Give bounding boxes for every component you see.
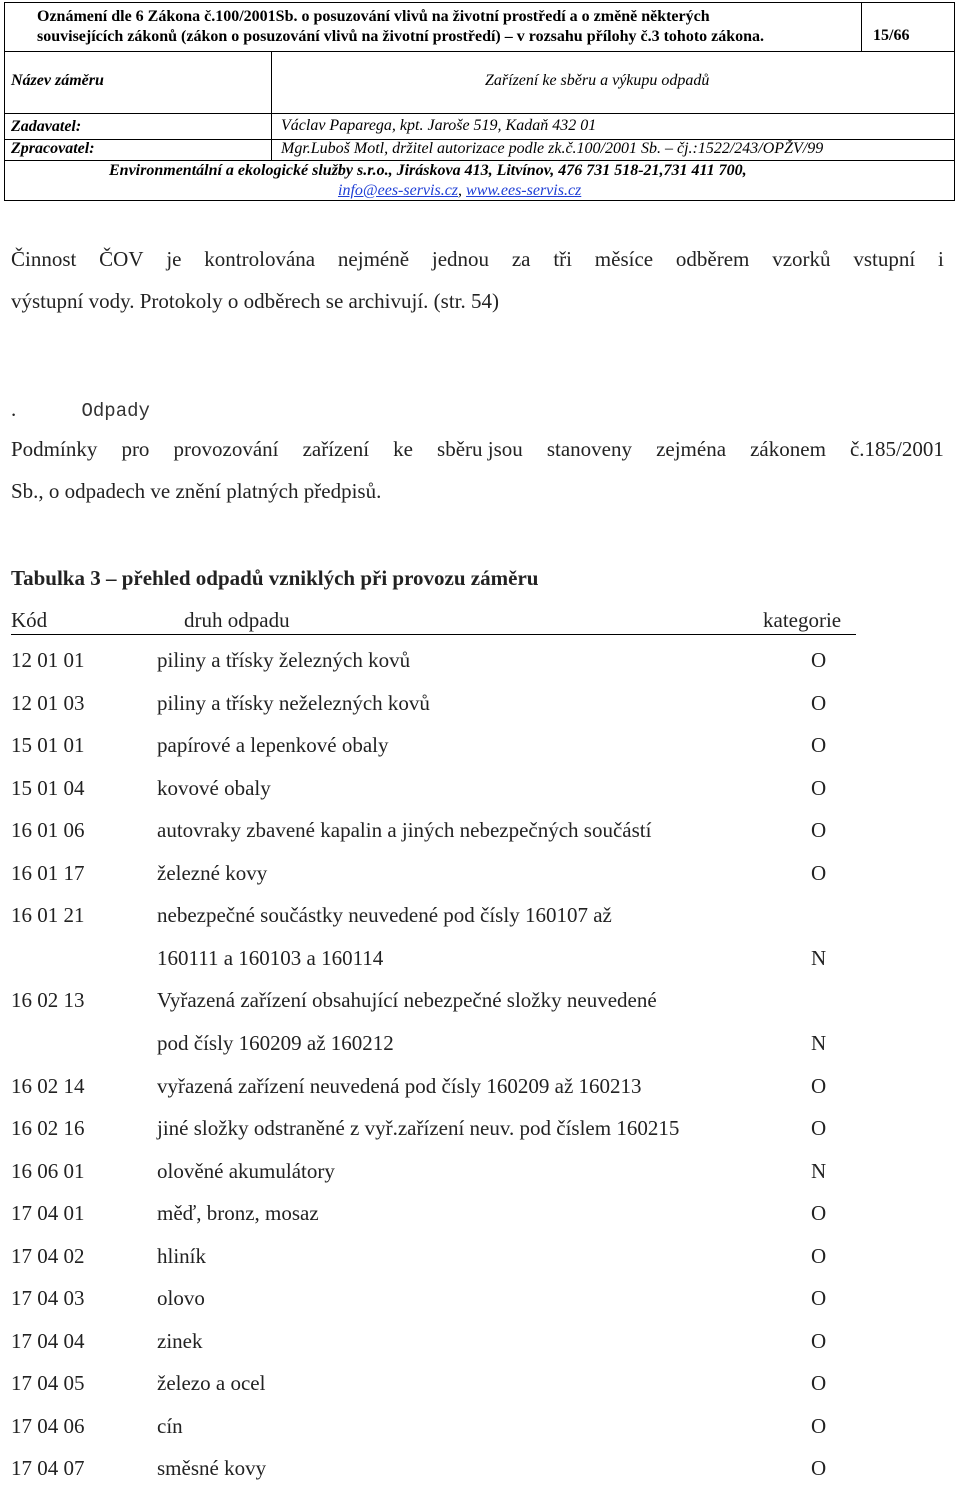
waste-name: pod čísly 160209 až 160212 — [157, 1030, 394, 1055]
waste-code: 12 01 01 — [11, 648, 85, 672]
header-divider — [5, 113, 954, 114]
waste-code: 16 02 16 — [11, 1116, 85, 1141]
waste-category: O — [811, 1286, 827, 1311]
waste-code: 16 02 13 — [11, 988, 85, 1013]
waste-name: olověné akumulátory — [157, 1158, 335, 1183]
waste-code: 16 01 06 — [11, 818, 85, 843]
contact-links — [338, 182, 581, 200]
waste-name: 160111 a 160103 a 160114 — [157, 945, 384, 970]
paragraph-word: ČOV — [99, 247, 144, 271]
author-value: Mgr.Luboš Motl, držitel autorizace podle zk.č.100/2001 Sb. – čj.:1522/243/OPŽV/99 — [281, 140, 824, 157]
link-separator: , — [458, 182, 467, 199]
waste-code: 17 04 06 — [11, 1413, 85, 1438]
waste-category: O — [811, 1243, 827, 1268]
waste-code: 17 04 07 — [11, 1456, 85, 1481]
paragraph-word: sběru jsou — [437, 437, 523, 461]
page-number: 15/66 — [873, 27, 910, 44]
column-header-code: Kód — [11, 608, 48, 632]
company-contact: Environmentální a ekologické služby s.r.o., Jiráskova 413, Litvínov, 476 731 518-21,731 411 700, — [109, 162, 747, 179]
waste-name: nebezpečné součástky neuvedené pod čísly 160107 až — [157, 903, 612, 928]
waste-name: autovraky zbavené kapalin a jiných nebezpečných součástí — [157, 818, 652, 843]
waste-code: 15 01 01 — [11, 733, 85, 758]
paragraph-word: Činnost — [11, 247, 77, 271]
paragraph-word: i — [938, 247, 944, 271]
waste-category: O — [811, 690, 827, 715]
header-divider — [271, 51, 272, 160]
waste-category: N — [811, 1030, 827, 1055]
waste-category: N — [811, 1158, 827, 1183]
legal-notice-line: Oznámení dle 6 Zákona č.100/2001Sb. o posuzování vlivů na životní prostředí a o změně některých — [37, 8, 710, 25]
waste-name: hliník — [157, 1243, 207, 1268]
waste-code: 17 04 01 — [11, 1201, 85, 1226]
project-label: Název záměru — [11, 72, 104, 89]
waste-name: vyřazená zařízení neuvedená pod čísly 160209 až 160213 — [157, 1073, 642, 1098]
paragraph-line — [11, 289, 499, 314]
waste-category: O — [811, 860, 827, 885]
client-label: Zadavatel: — [11, 118, 82, 135]
paragraph-word: provozování — [173, 437, 279, 461]
waste-name: zinek — [157, 1328, 203, 1353]
paragraph-line — [11, 437, 944, 462]
waste-code: 17 04 03 — [11, 1286, 85, 1311]
section-title: Odpady — [81, 400, 150, 422]
paragraph-word: vstupní — [853, 247, 916, 271]
paragraph-word: odběrem — [675, 247, 750, 271]
table-caption: Tabulka 3 – přehled odpadů vzniklých při provozu záměru — [11, 566, 539, 590]
waste-category: O — [811, 1371, 827, 1396]
waste-code: 16 01 21 — [11, 903, 85, 928]
waste-name: železo a ocel — [157, 1371, 266, 1396]
waste-code: 16 01 17 — [11, 860, 85, 885]
paragraph-word: pro — [121, 437, 150, 461]
paragraph-line: Sb., o odpadech ve znění platných předpisů. — [11, 479, 382, 503]
client-value: Václav Paparega, kpt. Jaroše 519, Kadaň 432 01 — [281, 117, 597, 134]
waste-code: 17 04 05 — [11, 1371, 85, 1396]
paragraph-word: jednou — [431, 247, 490, 271]
table-header — [11, 608, 856, 635]
waste-name: cín — [157, 1413, 183, 1438]
waste-category: O — [811, 775, 827, 800]
author-label: Zpracovatel: — [11, 140, 95, 157]
waste-category: N — [811, 945, 827, 970]
waste-name: měď, bronz, mosaz — [157, 1201, 319, 1226]
waste-name: piliny a třísky železných kovů — [157, 648, 411, 672]
paragraph-text: výstupní vody. Protokoly o odběrech se archivují. — [11, 289, 429, 313]
paragraph-word: zákonem — [750, 437, 826, 461]
section-dot: . — [11, 397, 17, 421]
waste-name: Vyřazená zařízení obsahující nebezpečné složky neuvedené — [157, 988, 657, 1013]
page-reference: (str. 54) — [428, 289, 499, 313]
email-link[interactable]: info@ees-servis.cz — [338, 182, 459, 199]
waste-code: 17 04 02 — [11, 1243, 85, 1268]
section-heading — [11, 397, 150, 422]
waste-category: O — [811, 1456, 827, 1481]
paragraph-word: zařízení — [302, 437, 370, 461]
waste-name: železné kovy — [157, 860, 268, 885]
paragraph-word: tři — [553, 247, 572, 271]
waste-category: O — [811, 1201, 827, 1226]
paragraph-line — [11, 247, 944, 272]
website-link[interactable]: www.ees-servis.cz — [466, 182, 582, 199]
paragraph-word: zejména — [656, 437, 727, 461]
paragraph-word: za — [511, 247, 531, 271]
paragraph-word: č.185/2001 — [849, 437, 944, 461]
waste-code: 16 02 14 — [11, 1073, 85, 1098]
header-divider — [861, 3, 862, 51]
waste-category: O — [811, 1073, 827, 1098]
paragraph-word: měsíce — [594, 247, 654, 271]
waste-name: piliny a třísky neželezných kovů — [157, 690, 430, 715]
waste-category: O — [811, 1116, 827, 1141]
waste-code: 17 04 04 — [11, 1328, 85, 1353]
waste-name: olovo — [157, 1286, 205, 1311]
waste-name: kovové obaly — [157, 775, 271, 800]
header-divider — [5, 51, 954, 52]
paragraph-word: je — [166, 247, 182, 271]
column-header-category: kategorie — [763, 608, 842, 632]
waste-category: O — [811, 733, 827, 758]
legal-notice-line: souvisejících zákonů (zákon o posuzování vlivů na životní prostředí) – v rozsahu přílohy č.3 tohoto zákona. — [37, 28, 765, 45]
header-divider — [5, 160, 954, 161]
paragraph-word: stanoveny — [546, 437, 632, 461]
paragraph-word: vzorků — [772, 247, 831, 271]
waste-code: 15 01 04 — [11, 775, 85, 800]
waste-name: směsné kovy — [157, 1456, 267, 1481]
waste-code: 16 06 01 — [11, 1158, 85, 1183]
column-header-name: druh odpadu — [184, 608, 290, 632]
waste-category: O — [811, 818, 827, 843]
waste-name: jiné složky odstraněné z vyř.zařízení neuv. pod číslem 160215 — [157, 1116, 680, 1141]
project-name: Zařízení ke sběru a výkupu odpadů — [485, 72, 710, 89]
waste-code: 12 01 03 — [11, 690, 85, 715]
waste-category: O — [811, 1328, 827, 1353]
paragraph-word: nejméně — [337, 247, 410, 271]
waste-category: O — [811, 1413, 827, 1438]
legal-notice — [37, 7, 764, 47]
paragraph-word: ke — [393, 437, 413, 461]
waste-category: O — [811, 648, 827, 672]
document-header — [4, 2, 955, 201]
waste-name: papírové a lepenkové obaly — [157, 733, 389, 758]
paragraph-word: kontrolována — [204, 247, 316, 271]
paragraph-word: Podmínky — [11, 437, 98, 461]
